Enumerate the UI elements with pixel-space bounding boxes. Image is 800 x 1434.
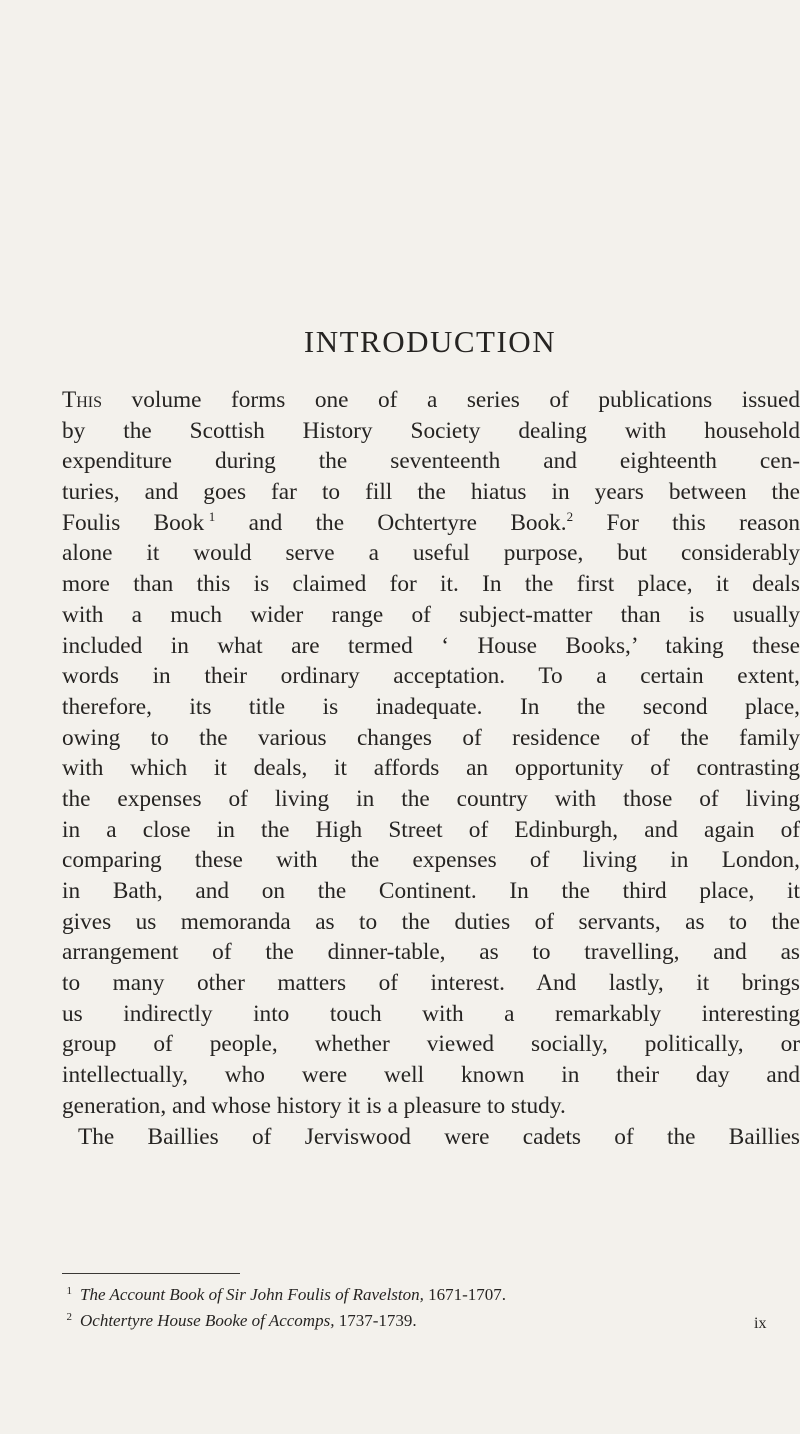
text-line: to many other matters of interest. And lastly, it brings bbox=[62, 970, 800, 997]
footnote-number: 1 bbox=[66, 1285, 72, 1297]
text-line: turies, and goes far to fill the hiatus in years between the bbox=[62, 479, 800, 506]
page-number: ix bbox=[754, 1315, 767, 1332]
text-line: the expenses of living in the country with those of living bbox=[62, 785, 800, 812]
text-line: expenditure during the seventeenth and eighteenth cen- bbox=[62, 448, 800, 475]
text-line: comparing these with the expenses of living in London, bbox=[62, 847, 800, 874]
text-fragment: For this reason bbox=[573, 509, 800, 536]
text-line: group of people, whether viewed socially, politically, or bbox=[62, 1031, 800, 1058]
next-paragraph-line: The Baillies of Jerviswood were cadets of the Baillies bbox=[78, 1123, 800, 1150]
text-line: with which it deals, it affords an opportunity of contrasting bbox=[62, 755, 800, 782]
text-line: intellectually, who were well known in their day and bbox=[62, 1062, 800, 1089]
footnotes bbox=[62, 1280, 800, 1332]
text-line: more than this is claimed for it. In the first place, it deals bbox=[62, 571, 800, 598]
chapter-title: INTRODUCTION bbox=[303, 324, 557, 359]
text-line: alone it would serve a useful purpose, but considerably bbox=[62, 540, 800, 567]
footnote-title: The Account Book of Sir John Foulis of Ravelston, bbox=[80, 1285, 424, 1304]
footnote-2 bbox=[62, 1306, 800, 1332]
text-line bbox=[62, 385, 800, 416]
text-line: included in what are termed ‘ House Books,’ taking these bbox=[62, 632, 800, 659]
text-line: therefore, its title is inadequate. In the second place, bbox=[62, 693, 800, 720]
text-line: us indirectly into touch with a remarkably interesting bbox=[62, 1000, 800, 1027]
text-line bbox=[62, 508, 800, 539]
footnote-title: Ochtertyre House Booke of Accomps, bbox=[80, 1311, 335, 1330]
body-paragraph bbox=[62, 385, 800, 1152]
text-line: by the Scottish History Society dealing with household bbox=[62, 417, 800, 444]
text-fragment: and the Ochtertyre Book. bbox=[215, 509, 567, 536]
text-line: owing to the various changes of residence of the family bbox=[62, 724, 800, 751]
text-line: with a much wider range of subject-matter than is usually bbox=[62, 601, 800, 628]
text-line: in Bath, and on the Continent. In the third place, it bbox=[62, 878, 800, 904]
text-line-rest: volume forms one of a series of publications issued bbox=[102, 387, 800, 413]
text-line: words in their ordinary acceptation. To a certain extent, bbox=[62, 663, 800, 690]
footnote-divider bbox=[62, 1273, 240, 1274]
footnote-ref-2[interactable]: 2 bbox=[566, 508, 574, 524]
text-line: arrangement of the dinner-table, as to travelling, and as bbox=[62, 939, 800, 966]
opening-word: This bbox=[62, 387, 103, 413]
text-line: gives us memoranda as to the duties of servants, as to the bbox=[62, 908, 800, 935]
text-fragment: Foulis Book bbox=[62, 509, 205, 536]
text-line: generation, and whose history it is a pleasure to study. bbox=[62, 1092, 566, 1119]
footnote-years: 1737-1739. bbox=[334, 1311, 417, 1330]
footnote-1 bbox=[62, 1280, 800, 1306]
footnote-ref-1[interactable]: 1 bbox=[208, 508, 216, 524]
text-line: in a close in the High Street of Edinburgh, and again of bbox=[62, 816, 800, 843]
footnote-years: 1671-1707. bbox=[423, 1285, 507, 1304]
footnote-number: 2 bbox=[66, 1311, 72, 1323]
